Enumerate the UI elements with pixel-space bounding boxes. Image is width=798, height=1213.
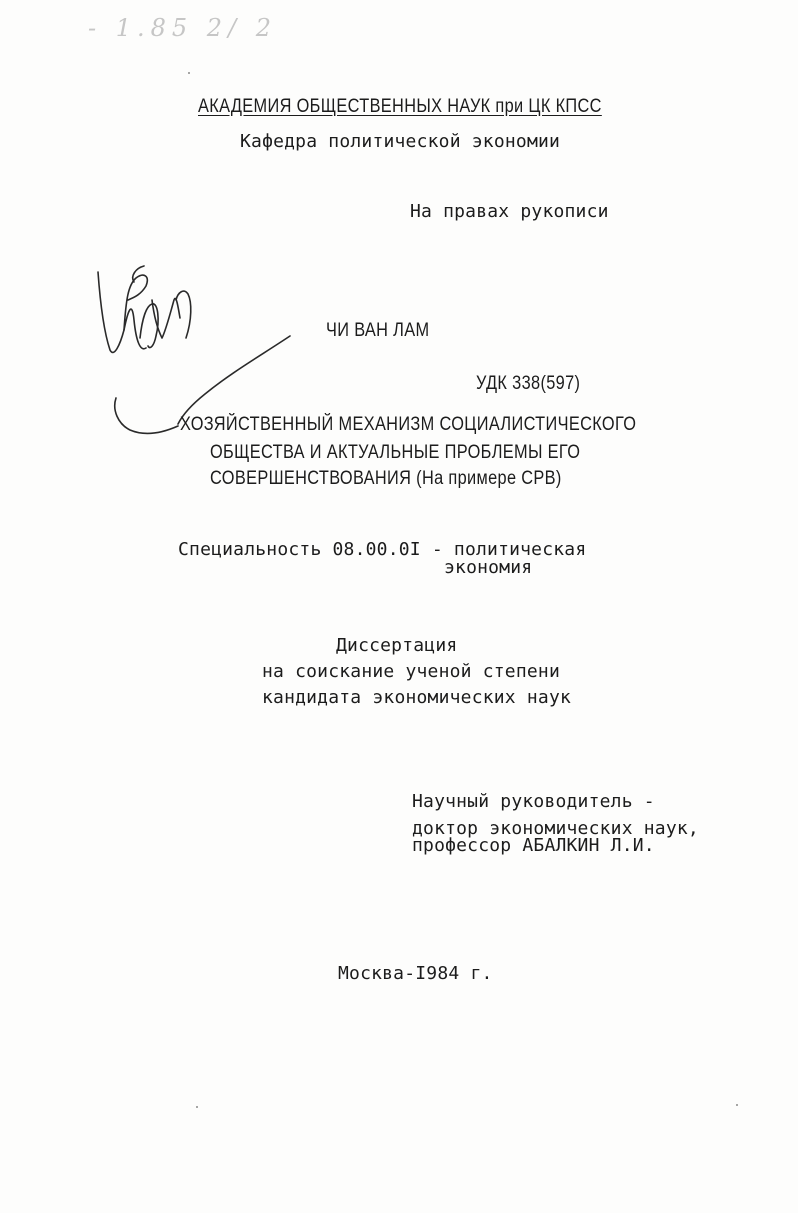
- author-name: ЧИ ВАН ЛАМ: [326, 320, 430, 341]
- scan-dot: [196, 1106, 198, 1108]
- thesis-title-line-2: ОБЩЕСТВА И АКТУАЛЬНЫЕ ПРОБЛЕМЫ ЕГО: [210, 442, 581, 463]
- degree-name: кандидата экономических наук: [262, 687, 572, 708]
- city-year: Москва-I984 г.: [338, 963, 493, 984]
- dissertation-label: Диссертация: [336, 635, 458, 656]
- stamp-mark: - 1.85 2/ 2: [88, 14, 278, 42]
- department-name: Кафедра политической экономии: [240, 131, 561, 152]
- supervisor-degree: доктор экономических наук,: [412, 818, 699, 839]
- institution-heading: АКАДЕМИЯ ОБЩЕСТВЕННЫХ НАУК при ЦК КПСС: [198, 96, 602, 117]
- specialty-line-2: экономия: [444, 557, 533, 578]
- specialty-line-1: Специальность 08.00.0I - политическая: [178, 539, 587, 560]
- supervisor-label: Научный руководитель -: [412, 791, 655, 812]
- supervisor-name: профессор АБАЛКИН Л.И.: [412, 835, 655, 856]
- manuscript-rights-note: На правах рукописи: [410, 201, 609, 222]
- degree-purpose: на соискание ученой степени: [262, 661, 560, 682]
- scan-dot: [188, 72, 190, 74]
- udc-code: УДК 338(597): [476, 373, 581, 394]
- scan-dot: [736, 1104, 738, 1106]
- thesis-title-line-3: СОВЕРШЕНСТВОВАНИЯ (На примере СРВ): [210, 468, 562, 489]
- thesis-title-line-1: ХОЗЯЙСТВЕННЫЙ МЕХАНИЗМ СОЦИАЛИСТИЧЕСКОГО: [180, 414, 637, 435]
